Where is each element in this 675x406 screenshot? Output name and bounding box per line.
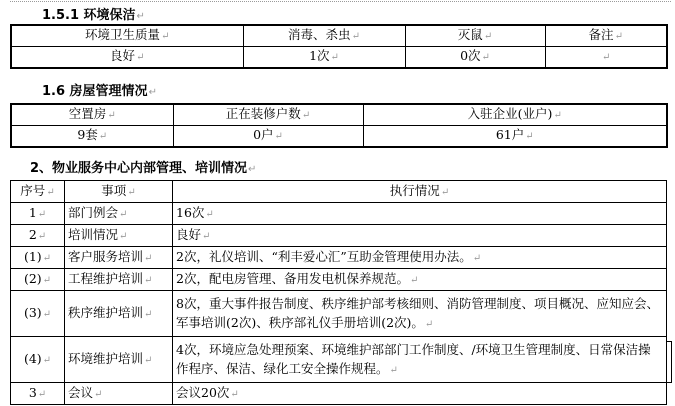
paragraph-mark-icon: ↵ bbox=[136, 11, 145, 22]
table-row bbox=[11, 337, 667, 383]
header-cell: 备注↵ bbox=[545, 25, 667, 47]
table-cell: 61户↵ bbox=[363, 126, 667, 148]
table-cell: ↵ bbox=[545, 47, 667, 69]
item-cell: 客户服务培训↵ bbox=[65, 247, 173, 269]
table-cell: 良好↵ bbox=[11, 47, 243, 69]
table-header-row bbox=[11, 25, 667, 47]
table-header-row bbox=[11, 104, 667, 126]
header-cell: 环境卫生质量↵ bbox=[11, 25, 243, 47]
table-row bbox=[11, 269, 667, 291]
header-cell: 执行情况↵ bbox=[173, 181, 667, 203]
detail-cell: 良好↵ bbox=[173, 225, 667, 247]
table-cell: 0次↵ bbox=[405, 47, 545, 69]
table-row bbox=[11, 47, 667, 69]
item-cell: 工程维护培训↵ bbox=[65, 269, 173, 291]
housing-table bbox=[10, 103, 668, 148]
detail-cell: 4次，环境应急处理预案、环境维护部部门工作制度、/环境卫生管理制度、日常保洁操作程序、保洁、绿化工安全操作规程。↵ bbox=[173, 337, 667, 383]
header-cell: 灭鼠↵ bbox=[405, 25, 545, 47]
table-cell: 9套↵ bbox=[11, 126, 173, 148]
header-cell: 消毒、杀虫↵ bbox=[243, 25, 405, 47]
row-number-cell: 3↵ bbox=[11, 383, 65, 405]
row-number-cell: (3)↵ bbox=[11, 291, 65, 337]
table-row bbox=[11, 203, 667, 225]
row-number-cell: (1)↵ bbox=[11, 247, 65, 269]
table-row bbox=[11, 291, 667, 337]
table-row bbox=[11, 247, 667, 269]
table-edge-marker bbox=[666, 341, 672, 383]
section-heading-environment bbox=[42, 4, 145, 23]
item-cell: 部门例会↵ bbox=[65, 203, 173, 225]
row-number-cell: (4)↵ bbox=[11, 337, 65, 383]
detail-cell: 2次，礼仪培训、“利丰爱心汇”互助金管理使用办法。↵ bbox=[173, 247, 667, 269]
item-cell: 环境维护培训↵ bbox=[65, 337, 173, 383]
table-row bbox=[11, 383, 667, 405]
detail-cell: 会议20次↵ bbox=[173, 383, 667, 405]
header-cell: 序号↵ bbox=[11, 181, 65, 203]
table-row bbox=[11, 126, 667, 148]
header-cell: 事项↵ bbox=[65, 181, 173, 203]
table-cell: 1次↵ bbox=[243, 47, 405, 69]
row-number-cell: 2↵ bbox=[11, 225, 65, 247]
section-heading-training bbox=[30, 157, 256, 176]
paragraph-mark-icon: ↵ bbox=[148, 87, 157, 98]
page-top-rule bbox=[10, 1, 671, 2]
detail-cell: 16次↵ bbox=[173, 203, 667, 225]
paragraph-mark-icon: ↵ bbox=[248, 164, 257, 175]
section-heading-housing bbox=[42, 80, 157, 99]
table-cell: 0户↵ bbox=[173, 126, 363, 148]
detail-cell: 2次，配电房管理、备用发电机保养规范。↵ bbox=[173, 269, 667, 291]
header-cell: 正在装修户数↵ bbox=[173, 104, 363, 126]
heading-text: 2、物业服务中心内部管理、培训情况 bbox=[30, 161, 248, 176]
row-number-cell: (2)↵ bbox=[11, 269, 65, 291]
environment-table bbox=[10, 24, 668, 69]
heading-text: 1.5.1 环境保洁 bbox=[42, 8, 136, 23]
header-cell: 入驻企业(业户)↵ bbox=[363, 104, 667, 126]
table-header-row bbox=[11, 181, 667, 203]
detail-cell: 8次，重大事件报告制度、秩序维护部考核细则、消防管理制度、项目概况、应知应会、军事培训(2次)、秩序部礼仪手册培训(2次)。↵ bbox=[173, 291, 667, 337]
item-cell: 会议↵ bbox=[65, 383, 173, 405]
heading-text: 1.6 房屋管理情况 bbox=[42, 84, 148, 99]
training-table bbox=[10, 180, 667, 405]
item-cell: 培训情况↵ bbox=[65, 225, 173, 247]
table-row bbox=[11, 225, 667, 247]
row-number-cell: 1↵ bbox=[11, 203, 65, 225]
header-cell: 空置房↵ bbox=[11, 104, 173, 126]
item-cell: 秩序维护培训↵ bbox=[65, 291, 173, 337]
